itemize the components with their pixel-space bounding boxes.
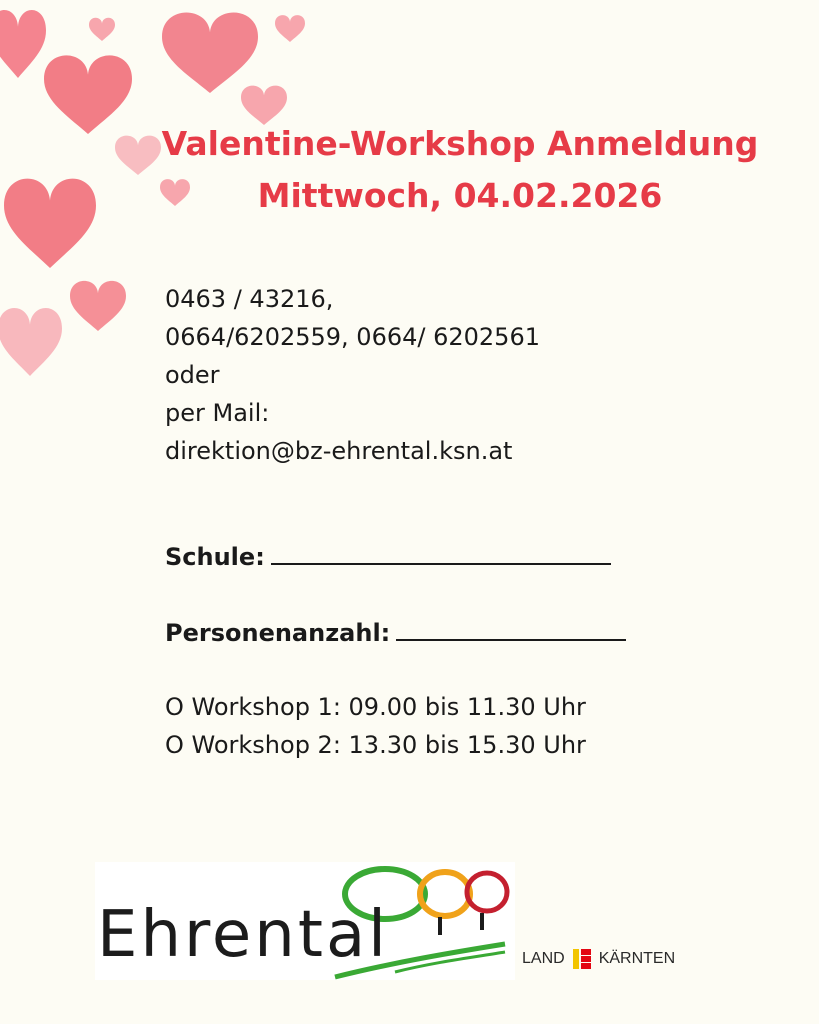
contact-info (165, 280, 540, 470)
heart-icon (4, 179, 96, 268)
heart-icon (0, 10, 46, 78)
school-blank[interactable] (271, 541, 611, 565)
ehrental-logo (95, 862, 515, 980)
contact-email: direktion@bz-ehrental.ksn.at (165, 437, 513, 465)
heart-icon (89, 18, 115, 41)
heart-icon (70, 281, 126, 331)
heart-icon (162, 13, 258, 93)
heart-icon (275, 15, 305, 42)
persons-blank[interactable] (396, 617, 626, 641)
logo-wordmark: Ehrental (97, 898, 389, 972)
school-label: Schule: (165, 543, 265, 571)
contact-mail-label: per Mail: (165, 399, 270, 427)
land-label: LAND (522, 950, 565, 967)
page-title (150, 118, 770, 222)
school-field (165, 541, 611, 571)
kaernten-flag-icon (573, 949, 591, 969)
kaernten-label: KÄRNTEN (598, 950, 676, 967)
heart-icon (0, 308, 62, 376)
contact-or: oder (165, 361, 220, 389)
land-kaernten-logo (522, 949, 675, 969)
workshop-option-2[interactable]: O Workshop 2: 13.30 bis 15.30 Uhr (165, 731, 586, 759)
workshop-option-1[interactable]: O Workshop 1: 09.00 bis 11.30 Uhr (165, 693, 586, 721)
workshop-options (165, 688, 586, 764)
persons-field (165, 617, 626, 647)
persons-label: Personenanzahl: (165, 619, 391, 647)
contact-phone-1: 0463 / 43216, (165, 285, 334, 313)
title-line-date: Mittwoch, 04.02.2026 (257, 176, 663, 215)
heart-icon (44, 55, 132, 134)
title-line-event: Valentine-Workshop Anmeldung (161, 124, 759, 163)
contact-phone-2: 0664/6202559, 0664/ 6202561 (165, 323, 540, 351)
